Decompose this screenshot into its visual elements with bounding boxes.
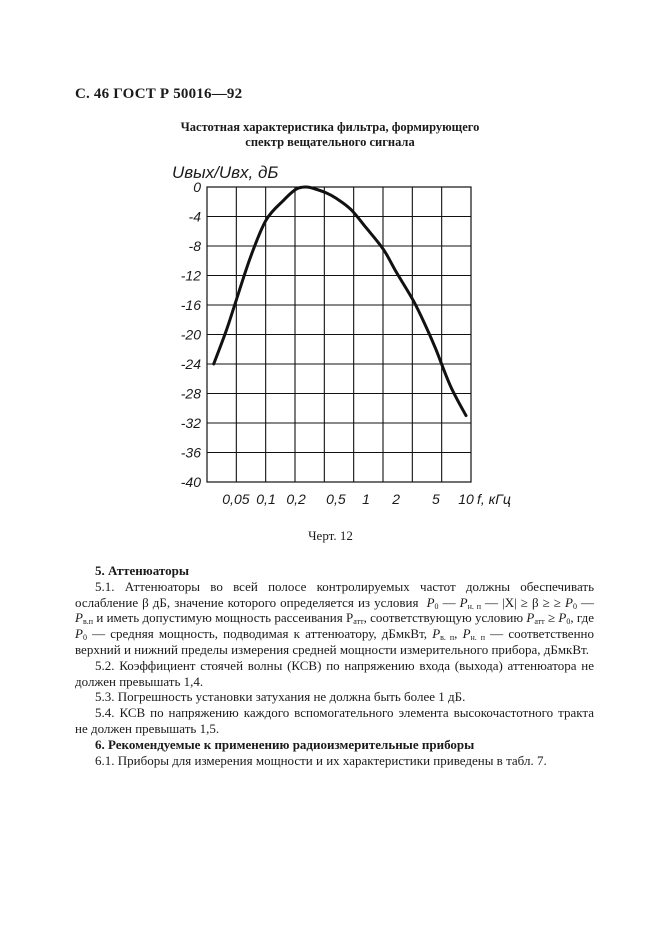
y-tick-labels xyxy=(181,179,201,490)
x-tick-label: 0,1 xyxy=(256,491,276,507)
y-tick-label: -12 xyxy=(180,267,201,284)
section-6-heading: 6. Рекомендуемые к применению радиоизмерительные приборы xyxy=(95,736,475,752)
x-tick-label: 1 xyxy=(362,491,370,507)
y-tick-label: -36 xyxy=(180,444,201,461)
chart-title-line-2: спектр вещательного сигнала xyxy=(245,135,415,149)
x-tick-label: 0,5 xyxy=(326,491,346,507)
body-text xyxy=(75,563,594,768)
y-tick-label: -16 xyxy=(180,297,201,313)
y-tick-label: 0 xyxy=(193,179,201,195)
x-axis-label: f, кГц xyxy=(477,491,511,507)
y-tick-label: -40 xyxy=(180,474,201,490)
y-axis-label: Uвых/Uвх, дБ xyxy=(172,163,279,182)
y-tick-label: -24 xyxy=(180,356,201,372)
paragraph-6-1: 6.1. Приборы для измерения мощности и их характеристики приведены в табл. 7. xyxy=(95,752,547,768)
response-curve xyxy=(214,187,466,416)
x-tick-label: 0,05 xyxy=(222,491,250,507)
y-tick-label: -4 xyxy=(188,208,201,225)
y-tick-label: -32 xyxy=(180,415,201,431)
figure-caption: Черт. 12 xyxy=(308,528,353,543)
x-tick-labels xyxy=(222,491,511,507)
chart-grid xyxy=(207,187,471,482)
x-tick-label: 0,2 xyxy=(286,491,306,507)
page-header: С. 46 ГОСТ Р 50016—92 xyxy=(75,86,243,102)
paragraph-5-4: 5.4. КСВ по напряжению каждого вспомогательного элемента высокочастотного тракта не должен превышать 1,5. xyxy=(75,705,594,736)
paragraph-5-2: 5.2. Коэффициент стоячей волны (КСВ) по напряжению входа (выхода) аттенюатора не должен превышать 1,4. xyxy=(75,657,594,689)
y-tick-label: -20 xyxy=(180,326,201,343)
section-5-heading: 5. Аттенюаторы xyxy=(95,563,189,578)
x-tick-label: 5 xyxy=(431,491,440,507)
paragraph-5-1: 5.1. Аттенюаторы во всей полосе контролируемых частот должны обеспечивать ослабление β дБ, значение которого определяется из условия $P_0$ — $P_{н. п}$ — |X| ≥ β ≥ ≥ $P_0$ — $P_{в.п}$ и иметь допустимую мощность рассеивания $P_{атт}$, соответствующую условию $P_{атт} \ge P_0$, где $P_0$ — средняя мощность, подводимая к аттенюатору, дБмкВт, $P_{в. п}$, $P_{н. п}$ — соответственно верхний и нижний пределы измерения средней мощности измерительного прибора, дБмкВт. xyxy=(75,578,595,657)
paragraph-5-3: 5.3. Погрешность установки затухания не должна быть более 1 дБ. xyxy=(95,689,466,705)
y-tick-label: -28 xyxy=(180,385,201,402)
y-tick-label: -8 xyxy=(188,238,201,254)
chart-title-line-1: Частотная характеристика фильтра, формирующего xyxy=(180,120,480,134)
x-tick-label: 10 xyxy=(458,491,474,507)
x-tick-label: 2 xyxy=(392,491,401,507)
